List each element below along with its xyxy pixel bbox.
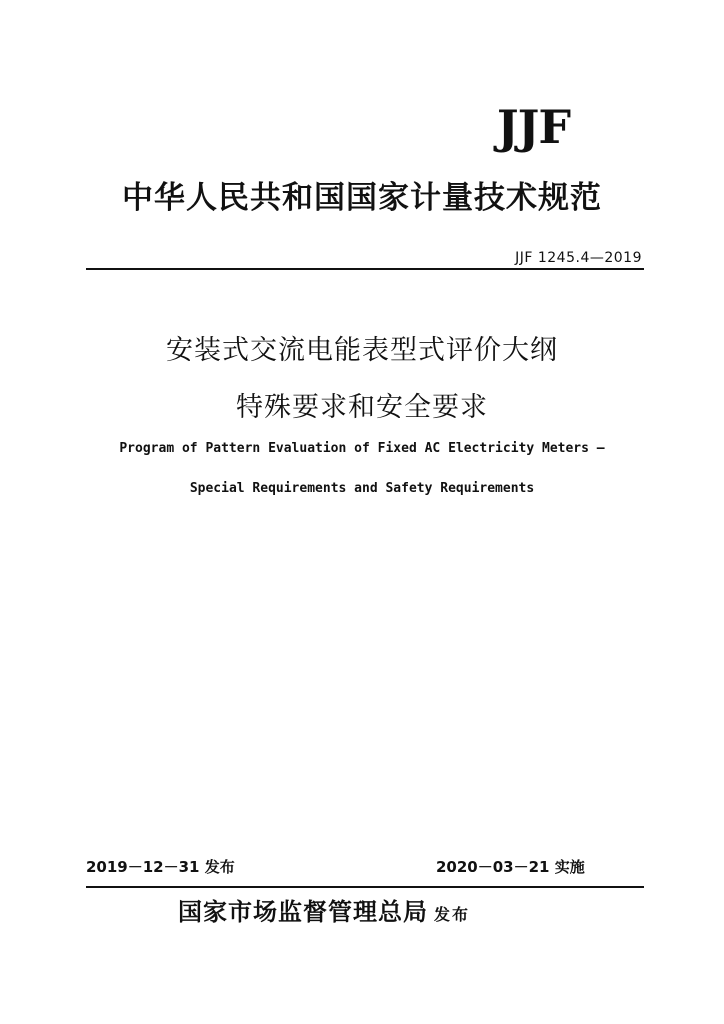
title-chinese-line-1: 安装式交流电能表型式评价大纲: [166, 335, 558, 366]
document-code: JJF 1245.4—2019: [515, 250, 642, 266]
implementation-date: 2020－03－21 实施: [436, 858, 585, 876]
standard-type-heading: 中华人民共和国国家计量技术规范: [122, 180, 602, 216]
publisher-line: [178, 892, 470, 927]
publisher-name: 国家市场监督管理总局: [178, 898, 428, 926]
title-english-line-1: Program of Pattern Evaluation of Fixed AC Electricity Meters —: [119, 441, 605, 456]
publisher-suffix: 发布: [434, 905, 471, 924]
issue-date: 2019－12－31 发布: [86, 858, 235, 876]
bottom-divider: [86, 886, 644, 888]
title-english-line-2: Special Requirements and Safety Requirements: [189, 481, 535, 496]
title-chinese-line-2: 特殊要求和安全要求: [236, 392, 488, 423]
top-divider: [86, 268, 644, 270]
jjf-logo: JJF: [496, 100, 570, 154]
